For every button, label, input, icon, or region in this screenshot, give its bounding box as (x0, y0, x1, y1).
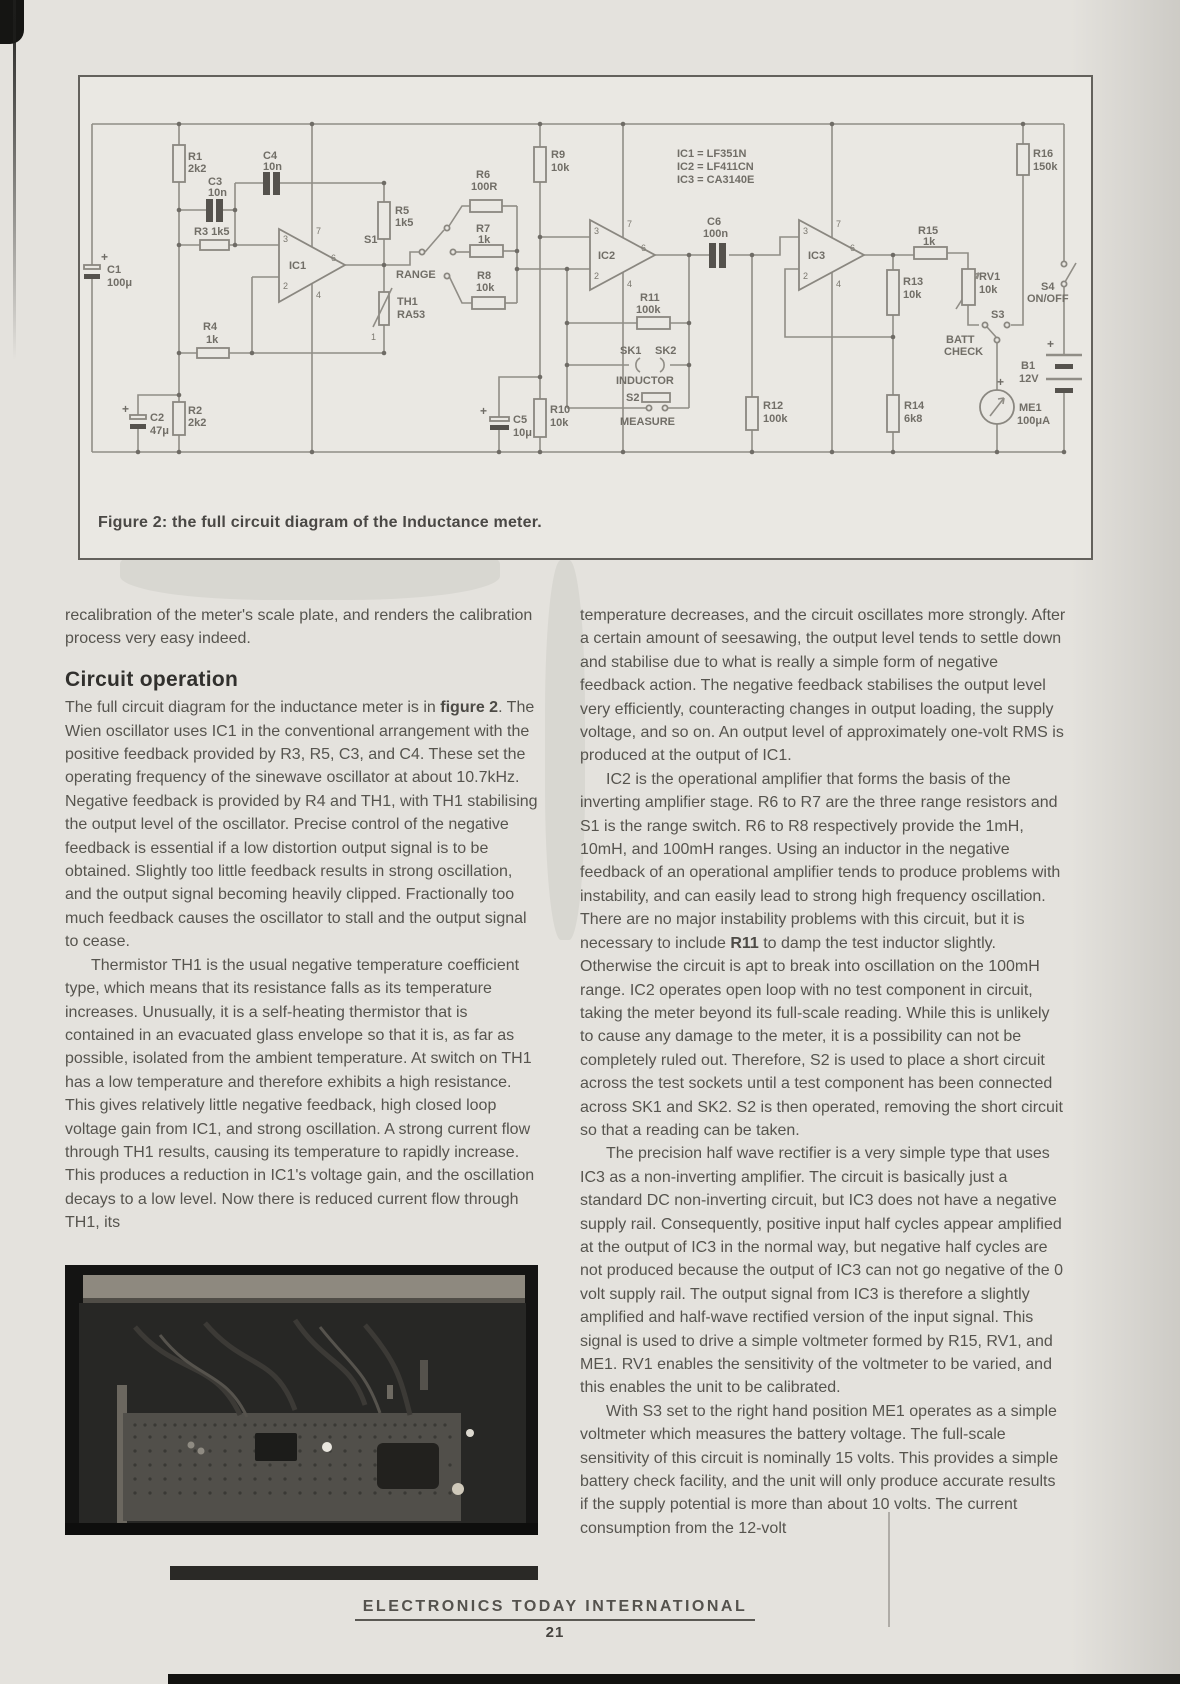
resistor-r3 (194, 226, 229, 250)
svg-text:IC2: IC2 (598, 250, 616, 262)
paragraph-5: The precision half wave rectifier is a very simple type that uses IC3 as a non-inverting amplifier. The circuit is basically just a standard DC non-inverting circuit, but IC3 does not have a negative supply rail. Consequently, positive input half cycles appear amplified at the output of IC3 in the normal way, but negative half cycles are not produced because the output of IC3 can not go negative of the 0 volt supply rail. The output signal from IC3 is therefore a slightly amplified and half-wave rectified version of the input signal. This signal is used to drive a simple voltmeter formed by R15, RV1, and ME1. RV1 enables the sensitivity of the voltmeter to be varied, and this enables the unit to be calibrated. (580, 1145, 1064, 1397)
svg-text:10n: 10n (208, 187, 227, 199)
svg-text:R5: R5 (395, 205, 410, 217)
svg-text:4: 4 (627, 279, 633, 289)
svg-text:B1: B1 (1021, 360, 1036, 372)
resistor-r14 (887, 395, 925, 432)
intro-continuation-paragraph: recalibration of the meter's scale plate, and renders the calibration process very easy indeed. (65, 607, 533, 648)
svg-text:C4: C4 (263, 150, 278, 162)
svg-text:R12: R12 (763, 400, 784, 412)
svg-text:100k: 100k (636, 304, 661, 316)
svg-text:2k2: 2k2 (188, 163, 207, 175)
resistor-r12 (746, 397, 788, 430)
svg-text:12V: 12V (1019, 373, 1039, 385)
svg-text:1: 1 (371, 332, 377, 342)
svg-text:2: 2 (594, 271, 600, 281)
svg-text:1k: 1k (478, 234, 491, 246)
svg-text:R6: R6 (476, 169, 491, 181)
svg-text:10k: 10k (903, 289, 922, 301)
scan-spine-line (13, 0, 16, 360)
svg-text:BATT: BATT (946, 334, 975, 346)
svg-text:R2: R2 (188, 405, 203, 417)
section-heading: Circuit operation (65, 667, 239, 691)
scan-dark-bar (170, 1566, 538, 1580)
svg-text:6: 6 (331, 253, 337, 263)
svg-text:6: 6 (850, 243, 856, 253)
svg-text:7: 7 (836, 219, 842, 229)
svg-text:S1: S1 (364, 234, 378, 246)
article-column-right (580, 604, 1066, 1540)
svg-text:C6: C6 (707, 216, 722, 228)
resistor-r8 (472, 270, 505, 309)
svg-text:100μA: 100μA (1017, 415, 1051, 427)
svg-text:C2: C2 (150, 412, 165, 424)
svg-text:+: + (122, 402, 130, 416)
svg-text:ME1: ME1 (1019, 402, 1042, 414)
svg-text:150k: 150k (1033, 161, 1058, 173)
svg-text:RV1: RV1 (979, 271, 1001, 283)
scan-corner-mark (0, 0, 24, 44)
svg-text:ON/OFF: ON/OFF (1027, 293, 1069, 305)
resistor-r5 (378, 202, 413, 239)
paragraph-2: Thermistor TH1 is the usual negative temperature coefficient type, which means that its resistance falls as its temperature increases. Unusually, it is a self-heating thermistor that is contained in an evacuated glass envelope so that it is, as far as possible, isolated from the ambient temperature. At switch on TH1 has a low temperature and therefore exhibits a high resistance. This gives relatively little negative feedback, high closed loop voltage gain from IC1, and strong oscillation. A strong current flow through TH1 results, causing its temperature to rapidly increase. This produces a reduction in IC1's voltage gain, and the oscillation decays to a low level. Now there is reduced current flow through TH1, its (65, 956, 535, 1232)
svg-text:10n: 10n (263, 161, 282, 173)
scan-bottom-strip (168, 1674, 1180, 1684)
svg-text:S4: S4 (1041, 281, 1055, 293)
resistor-r11 (636, 292, 670, 329)
svg-text:C1: C1 (107, 264, 122, 276)
svg-text:R14: R14 (904, 400, 925, 412)
svg-text:TH1: TH1 (397, 296, 418, 308)
figure-2-circuit-diagram (78, 75, 1093, 560)
svg-text:2: 2 (283, 281, 289, 291)
svg-text:10k: 10k (550, 417, 569, 429)
article-column-left (65, 604, 540, 1535)
svg-text:+: + (1047, 337, 1055, 351)
figure-caption: Figure 2: the full circuit diagram of the Inductance meter. (98, 514, 542, 531)
photo-image (65, 1265, 538, 1535)
svg-text:6k8: 6k8 (904, 413, 923, 425)
svg-text:7: 7 (316, 226, 322, 236)
resistor-r4 (197, 321, 229, 358)
schematic-wires (92, 124, 1076, 452)
svg-text:3: 3 (803, 226, 809, 236)
svg-text:10k: 10k (979, 284, 998, 296)
svg-text:10k: 10k (551, 162, 570, 174)
svg-text:IC1: IC1 (289, 260, 307, 272)
svg-text:3: 3 (283, 234, 289, 244)
svg-text:+: + (101, 250, 109, 264)
svg-text:6: 6 (641, 243, 647, 253)
svg-text:SK1: SK1 (620, 345, 642, 357)
meter-me1 (980, 375, 1050, 427)
scan-fold-line (888, 1512, 890, 1627)
svg-text:2k2: 2k2 (188, 417, 207, 429)
svg-text:IC3 = CA3140E: IC3 = CA3140E (677, 174, 755, 186)
svg-text:R1: R1 (188, 151, 203, 163)
svg-text:1k5: 1k5 (395, 217, 414, 229)
magazine-title: ELECTRONICS TODAY INTERNATIONAL (355, 1598, 755, 1621)
svg-text:47μ: 47μ (150, 425, 169, 437)
svg-text:10μ: 10μ (513, 427, 532, 439)
svg-text:C5: C5 (513, 414, 528, 426)
photo-circuit-interior (65, 1265, 538, 1535)
svg-text:100k: 100k (763, 413, 788, 425)
svg-text:4: 4 (316, 290, 322, 300)
svg-text:MEASURE: MEASURE (620, 416, 676, 428)
svg-text:R8: R8 (477, 270, 492, 282)
svg-text:S2: S2 (626, 392, 640, 404)
paragraph-4: IC2 is the operational amplifier that forms the basis of the inverting amplifier stage. R6 to R7 are the three range resistors and S1 is the range switch. R6 to R8 respectively provide the 1mH, 10mH, and 100mH ranges. Using an inductor in the negative feedback of an operational amplifier tends to produce problems with instability, and can easily lead to strong high frequency oscillation. There are no major instability problems with this circuit, but it is necessary to include R11 to damp the test inductor slightly. Otherwise the circuit is apt to break into oscillation on the 100mH range. IC2 operates open loop with no test component in circuit, taking the meter beyond its full-scale reading. While this is unlikely to cause any damage to the meter, it is a possibility can not be completely ruled out. Therefore, S2 is used to place a short circuit across the test sockets until a test component has been connected across SK1 and SK2. S2 is then operated, removing the short circuit so that a reading can be taken. (580, 770, 1063, 1139)
svg-text:100μ: 100μ (107, 277, 133, 289)
svg-text:SK2: SK2 (655, 345, 677, 357)
svg-text:7: 7 (627, 219, 633, 229)
resistor-r7 (470, 223, 503, 257)
svg-text:S3: S3 (991, 309, 1005, 321)
ic-legend (677, 148, 754, 186)
switch-s4-on-off (1027, 261, 1069, 305)
svg-text:R13: R13 (903, 276, 924, 288)
capacitor-c6 (703, 216, 728, 268)
page-number: 21 (545, 1624, 565, 1641)
svg-text:1k: 1k (206, 334, 219, 346)
svg-text:IC2 = LF411CN: IC2 = LF411CN (677, 161, 754, 173)
svg-text:2: 2 (803, 271, 809, 281)
svg-text:+: + (480, 404, 488, 418)
svg-text:CHECK: CHECK (944, 346, 984, 358)
resistor-r16 (1017, 144, 1058, 175)
resistor-r10 (534, 399, 570, 437)
thermistor-th1 (371, 288, 425, 342)
svg-text:R15: R15 (918, 225, 939, 237)
capacitor-c3 (206, 176, 227, 222)
resistor-r6 (470, 169, 502, 212)
battery-b1 (1019, 337, 1082, 393)
switch-s3-batt-check (944, 309, 1010, 358)
svg-text:R3 1k5: R3 1k5 (194, 226, 230, 238)
svg-text:1k: 1k (923, 236, 936, 248)
potentiometer-rv1 (962, 269, 1000, 305)
svg-text:C3: C3 (208, 176, 223, 188)
capacitor-c5 (480, 404, 532, 439)
svg-text:R7: R7 (476, 223, 491, 235)
svg-text:IC1 = LF351N: IC1 = LF351N (677, 148, 747, 160)
resistor-r1 (173, 145, 206, 182)
svg-text:RANGE: RANGE (396, 269, 436, 281)
svg-text:10k: 10k (476, 282, 495, 294)
resistor-r9 (534, 147, 570, 182)
capacitor-c4 (263, 150, 282, 195)
resistor-r13 (887, 270, 923, 315)
capacitor-c2 (122, 402, 169, 437)
svg-text:R4: R4 (203, 321, 218, 333)
paragraph-1: The full circuit diagram for the inductance meter is in figure 2. The Wien oscillator uses IC1 in the conventional arrangement with the positive feedback provided by R3, R5, C3, and C4. These set the operating frequency of the sinewave oscillator at about 10.7kHz. Negative feedback is provided by R4 and TH1, with TH1 stabilising the output level of the oscillator. Precise control of the negative feedback is essential if a low distortion output signal is to be obtained. Slightly too little feedback results in strong oscillation, and the output signal becoming heavily clipped. Fractionally too much feedback causes the oscillator to stall and the output signal to cease. (65, 699, 538, 951)
svg-text:+: + (997, 375, 1005, 389)
svg-text:R10: R10 (550, 404, 571, 416)
scan-blotch (545, 560, 585, 940)
svg-text:100R: 100R (471, 181, 498, 193)
page-footer (0, 1598, 1110, 1641)
svg-text:R11: R11 (640, 292, 660, 304)
schematic-drawing (80, 77, 1091, 517)
switch-s2 (620, 392, 675, 428)
resistor-r2 (173, 402, 206, 435)
svg-text:INDUCTOR: INDUCTOR (616, 375, 674, 387)
svg-text:R16: R16 (1033, 148, 1054, 160)
svg-text:RA53: RA53 (397, 309, 426, 321)
test-sockets-sk1-sk2 (616, 345, 676, 387)
resistor-r15 (914, 225, 947, 259)
svg-text:R9: R9 (551, 149, 566, 161)
svg-text:4: 4 (836, 279, 842, 289)
svg-text:IC3: IC3 (808, 250, 826, 262)
paragraph-3: temperature decreases, and the circuit oscillates more strongly. After a certain amount of seesawing, the output level tends to settle down and stabilise due to what is really a simple form of negative feedback action. The negative feedback stabilises the output level very efficiently, counteracting changes in output loading, the supply voltage, and so on. An output level of approximately one-volt RMS is produced at the output of IC1. (580, 607, 1066, 765)
svg-text:100n: 100n (703, 228, 729, 240)
paragraph-6: With S3 set to the right hand position ME1 operates as a simple voltmeter which measures the battery voltage. The full-scale sensitivity of this circuit is nominally 15 volts. This provides a simple battery check facility, and the unit will only produce accurate results if the supply potential is more than about 10 volts. The current consumption from the 12-volt (580, 1402, 1059, 1537)
svg-text:3: 3 (594, 226, 600, 236)
